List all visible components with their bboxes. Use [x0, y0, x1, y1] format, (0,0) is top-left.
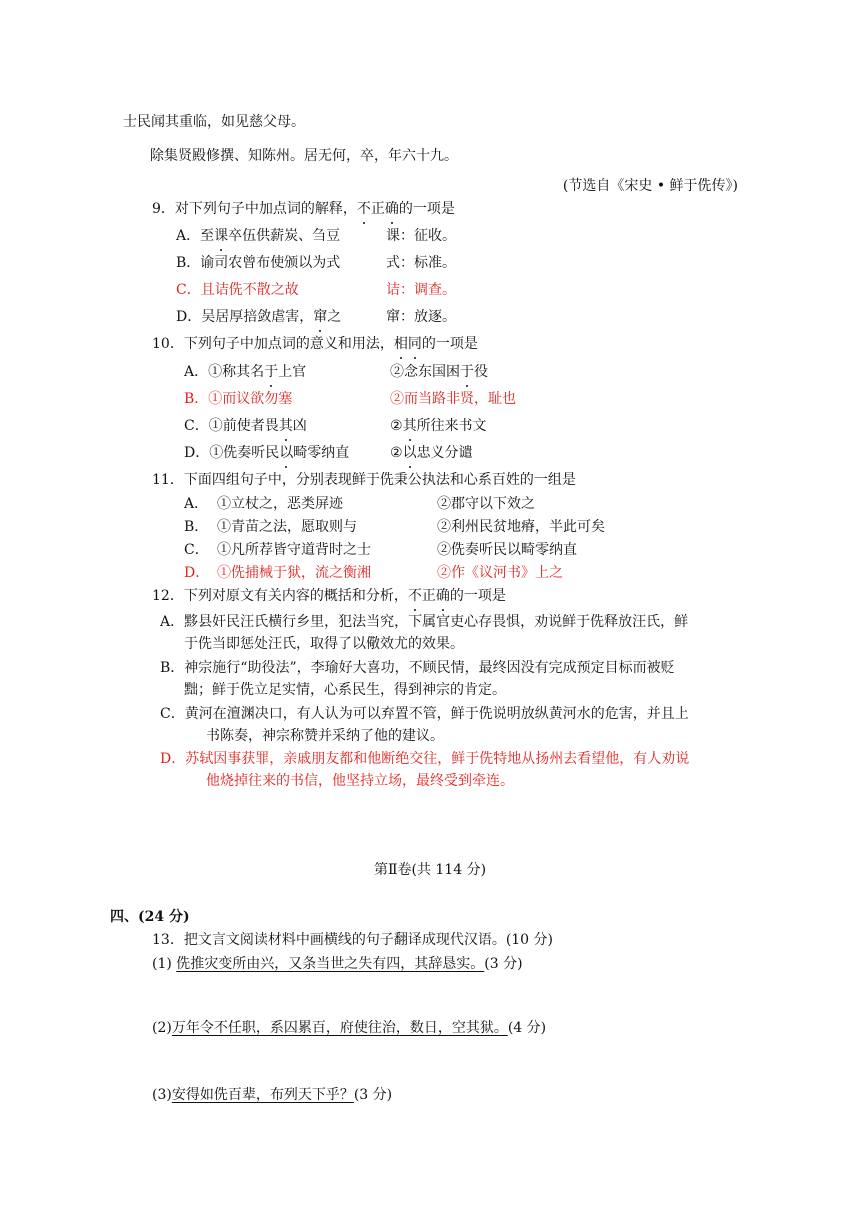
q12-option-d-line-2: 他烧掉往来的书信，他坚持立场，最终受到牵连。: [206, 773, 514, 789]
q10-option-d-2: ②以忠义分谴: [390, 445, 473, 461]
emphasis-dot-char: 其: [278, 418, 293, 434]
q11-option-d-2: ②作《议河书》上之: [437, 565, 563, 581]
emphasis-dot-char: 以: [402, 445, 417, 461]
q10-stem: 10．下列句子中加点词的意义和用法，相同的一项是: [152, 336, 478, 352]
emphasis-dot-char: 不: [407, 588, 422, 604]
q11-label-c: C．: [184, 542, 209, 558]
q10-option-b-2: ②而当路非贤，耻也: [390, 391, 516, 407]
q10-option-d-1: D．①侁奏听民以畸零纳直: [184, 445, 350, 461]
passage-line-2: 除集贤殿修撰、知陈州。居无何，卒，年六十九。: [150, 148, 458, 164]
q12-option-c-line-2: 书陈奏，神宗称赞并采纳了他的建议。: [206, 728, 444, 744]
q9-option-b: B．谕司农曾布使颁以为式: [176, 255, 341, 271]
q12-option-a-line-1: A．黟县奸民汪氏横行乡里，犯法当究，下属官吏心存畏惧，劝说鲜于侁释放汪氏，鲜: [160, 614, 689, 630]
emphasis-dot-char: 确: [384, 201, 399, 217]
q11-option-c-1: ①凡所荐皆守道背时之士: [217, 542, 371, 558]
passage-source: (节选自《宋史 • 鲜于侁传》): [562, 178, 738, 194]
q12-stem: 12．下列对原文有关内容的概括和分析，不正确的一项是: [152, 588, 506, 604]
q13-sentence-2: (2)万年令不任职，系囚累百，府使往治，数日，空其狱。(4 分): [152, 1020, 547, 1036]
q9-option-d: D．吴居厚掊敛虐害，窜之: [176, 309, 342, 325]
q9-option-c: C．且诘侁不散之故: [176, 282, 299, 298]
q11-option-a-1: ①立杖之，恶类屏迹: [217, 496, 343, 512]
section-4-heading: 四、(24 分): [110, 909, 190, 925]
q9-option-b-gloss: 式：标准。: [386, 255, 456, 271]
emphasis-dot-char: 相: [393, 336, 408, 352]
q13-stem: 13．把文言文阅读材料中画横线的句子翻译成现代汉语。(10 分): [152, 932, 554, 948]
emphasis-dot-char: 于: [264, 364, 279, 380]
q12-option-a-line-2: 于侁当即惩处汪氏，取得了以儆效尤的效果。: [184, 636, 464, 652]
underlined-sentence: 万年令不任职，系囚累百，府使往治，数日，空其狱。: [171, 1020, 508, 1036]
emphasis-dot-char: 于: [460, 364, 474, 380]
q9-option-c-gloss: 诘：调查。: [386, 282, 456, 298]
q9-option-a: A．至课卒伍供薪炭、刍豆: [176, 228, 341, 244]
q11-option-a-2: ②郡守以下效之: [437, 496, 535, 512]
q11-stem: 11．下面四组句子中，分别表现鲜于侁秉公执法和心系百姓的一组是: [152, 472, 576, 488]
q10-option-a-1: A．①称其名于上官: [184, 364, 307, 380]
passage-line-1: 士民闻其重临，如见慈父母。: [123, 114, 305, 130]
q11-label-a: A．: [184, 496, 209, 512]
emphasis-dot-char: 窜: [313, 309, 328, 325]
underlined-sentence: 侁推灾变所由兴，又条当世之失有四，其辞恳实。: [176, 956, 485, 972]
underlined-sentence: 安得如侁百辈，布列天下乎？: [171, 1087, 354, 1103]
q9-option-d-gloss: 窜：放逐。: [386, 309, 456, 325]
emphasis-dot-char: 以: [279, 445, 294, 461]
q11-label-d: D．: [184, 565, 210, 581]
q11-label-b: B．: [184, 519, 209, 535]
q10-option-c-2: ②其所往来书文: [390, 418, 487, 434]
q11-option-c-2: ②侁奏听民以畸零纳直: [437, 542, 577, 558]
q12-option-c-line-1: C．黄河在澶渊决口，有人认为可以弃置不管，鲜于侁说明放纵黄河水的危害，并且上: [160, 706, 689, 722]
q11-option-b-1: ①青苗之法，愿取则与: [217, 519, 357, 535]
q11-option-d-1: ①侁捕械于狱，流之衡湘: [217, 565, 371, 581]
q12-option-b-line-1: B．神宗施行“助役法”，李瑜好大喜功，不顾民情，最终因没有完成预定目标而被贬: [160, 660, 675, 676]
q10-option-a-2: ②念东国困于役: [390, 364, 488, 380]
q13-sentence-3: (3)安得如侁百辈，布列天下乎？(3 分): [152, 1087, 393, 1103]
q9-stem: 9．对下列句子中加点词的解释，不正确的一项是: [152, 201, 455, 217]
emphasis-dot-char: 确: [435, 588, 450, 604]
q13-sentence-1: (1) 侁推灾变所由兴，又条当世之失有四，其辞恳实。(3 分): [152, 956, 523, 972]
q12-option-b-line-2: 黜；鲜于侁立足实情，心系民生，得到神宗的肯定。: [184, 682, 506, 698]
emphasis-dot-char: 课: [214, 228, 229, 244]
q12-option-d-line-1: D．苏轼因事获罪，亲戚朋友都和他断绝交往，鲜于侁特地从扬州去看望他，有人劝说: [160, 751, 690, 767]
q10-option-b-1: B．①而议欲勿塞: [184, 391, 293, 407]
q11-option-b-2: ②利州民贫地瘠，半此可矣: [437, 519, 605, 535]
q9-option-a-gloss: 课：征收。: [386, 228, 456, 244]
part-2-title: 第Ⅱ卷(共 114 分): [373, 862, 487, 878]
emphasis-dot-char: 不: [356, 201, 371, 217]
emphasis-dot-char: 其: [402, 418, 417, 434]
q10-option-c-1: C．①前使者畏其凶: [184, 418, 307, 434]
emphasis-dot-char: 同: [407, 336, 422, 352]
